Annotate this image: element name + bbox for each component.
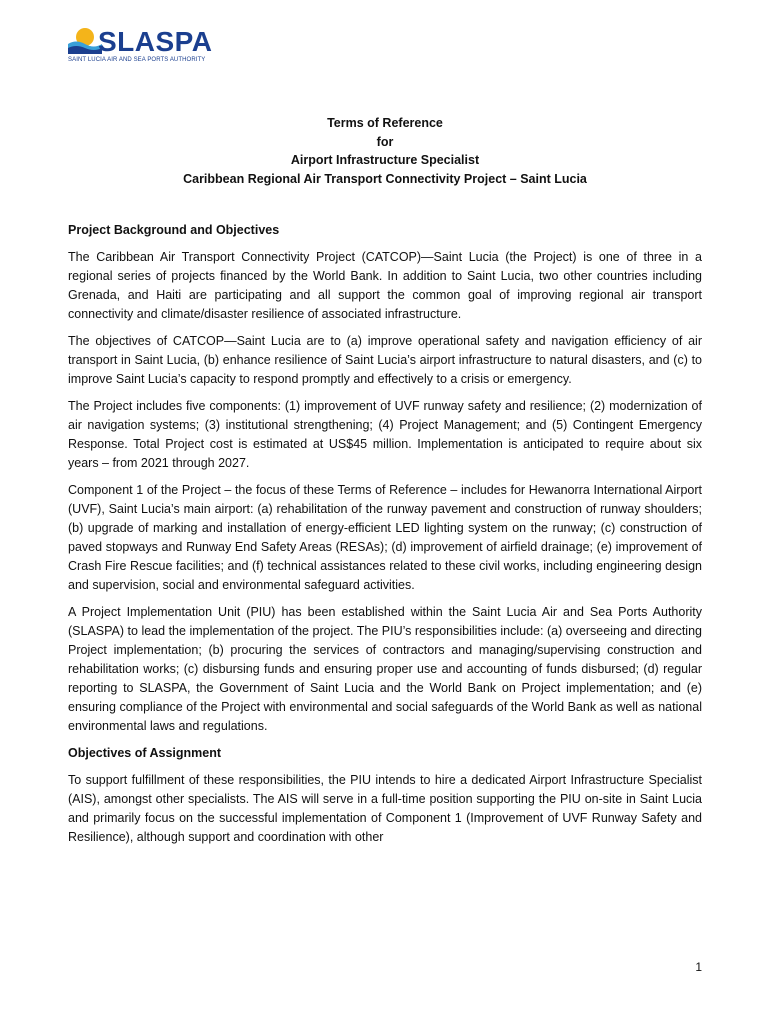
sun-wave-icon — [68, 26, 102, 54]
paragraph: A Project Implementation Unit (PIU) has been established within the Saint Lucia Air and Sea Ports Authority (SLASPA) to lead the implementation of the project. The PIU’s responsibilities include: (a) overseeing and directing Project implementation; (b) procuring the services of contractors and managing/supervising construction and rehabilitation works; (c) disbursing funds and ensuring proper use and accounting of funds disbursed; (d) regular reporting to SLASPA, the Government of Saint Lucia and the World Bank on Project implementation; and (e) ensuring compliance of the Project with environmental and social safeguards of the World Bank as well as national environmental laws and regulations. — [68, 605, 702, 733]
title-line-2: for — [376, 134, 394, 149]
paragraph: The objectives of CATCOP—Saint Lucia are to (a) improve operational safety and navigation efficiency of air transport in Saint Lucia, (b) enhance resilience of Saint Lucia’s airport infrastructure to natural disasters, and (c) to improve Saint Lucia’s capacity to respond promptly and effectively to a crisis or emergency. — [68, 334, 702, 386]
paragraph: Component 1 of the Project – the focus of these Terms of Reference – includes for Hewanorra International Airport (UVF), Saint Lucia’s main airport: (a) rehabilitation of the runway pavement and construction of runway shoulders; (b) upgrade of marking and installation of energy-efficient LED lighting system on the runway; (c) construction of paved stopways and Runway End Safety Areas (RESAs); (d) improvement of airfield drainage; (e) improvement of Crash Fire Rescue facilities; and (f) technical assistances related to these civil works, including engineering design and supervision, social and environmental safeguard activities. — [68, 483, 702, 592]
paragraph: To support fulfillment of these responsibilities, the PIU intends to hire a dedicated Airport Infrastructure Specialist (AIS), amongst other specialists. The AIS will serve in a full-time position supporting the PIU on-site in Saint Lucia and primarily focus on the successful implementation of Component 1 (Improvement of UVF Runway Safety and Resilience), although support and coordination with other — [68, 773, 702, 844]
paragraph: The Caribbean Air Transport Connectivity Project (CATCOP)—Saint Lucia (the Project) is one of three in a regional series of projects financed by the World Bank. In addition to Saint Lucia, two other countries including Grenada, and Haiti are participating and all support the common goal of improving regional air transport connectivity and climate/disaster resilience of associated infrastructure. — [68, 250, 702, 321]
document-title — [68, 114, 702, 188]
document-body — [68, 221, 702, 855]
title-line-1: Terms of Reference — [327, 116, 443, 130]
page-number: 1 — [695, 960, 702, 974]
slaspa-logo — [68, 26, 218, 66]
title-line-4: Caribbean Regional Air Transport Connectivity Project – Saint Lucia — [183, 171, 587, 186]
title-line-3: Airport Infrastructure Specialist — [290, 153, 480, 167]
section-heading-objectives: Objectives of Assignment — [68, 746, 222, 760]
logo-subtitle: SAINT LUCIA AIR AND SEA PORTS AUTHORITY — [68, 57, 206, 63]
paragraph: The Project includes five components: (1) improvement of UVF runway safety and resilience; (2) modernization of air navigation systems; (3) institutional strengthening; (4) Project Management; and (5) Contingent Emergency Response. Total Project cost is estimated at US$45 million. Implementation is anticipated to require about six years – from 2021 through 2027. — [68, 399, 702, 470]
section-heading-background: Project Background and Objectives — [68, 223, 280, 237]
logo-wordmark: SLASPA — [98, 26, 213, 57]
